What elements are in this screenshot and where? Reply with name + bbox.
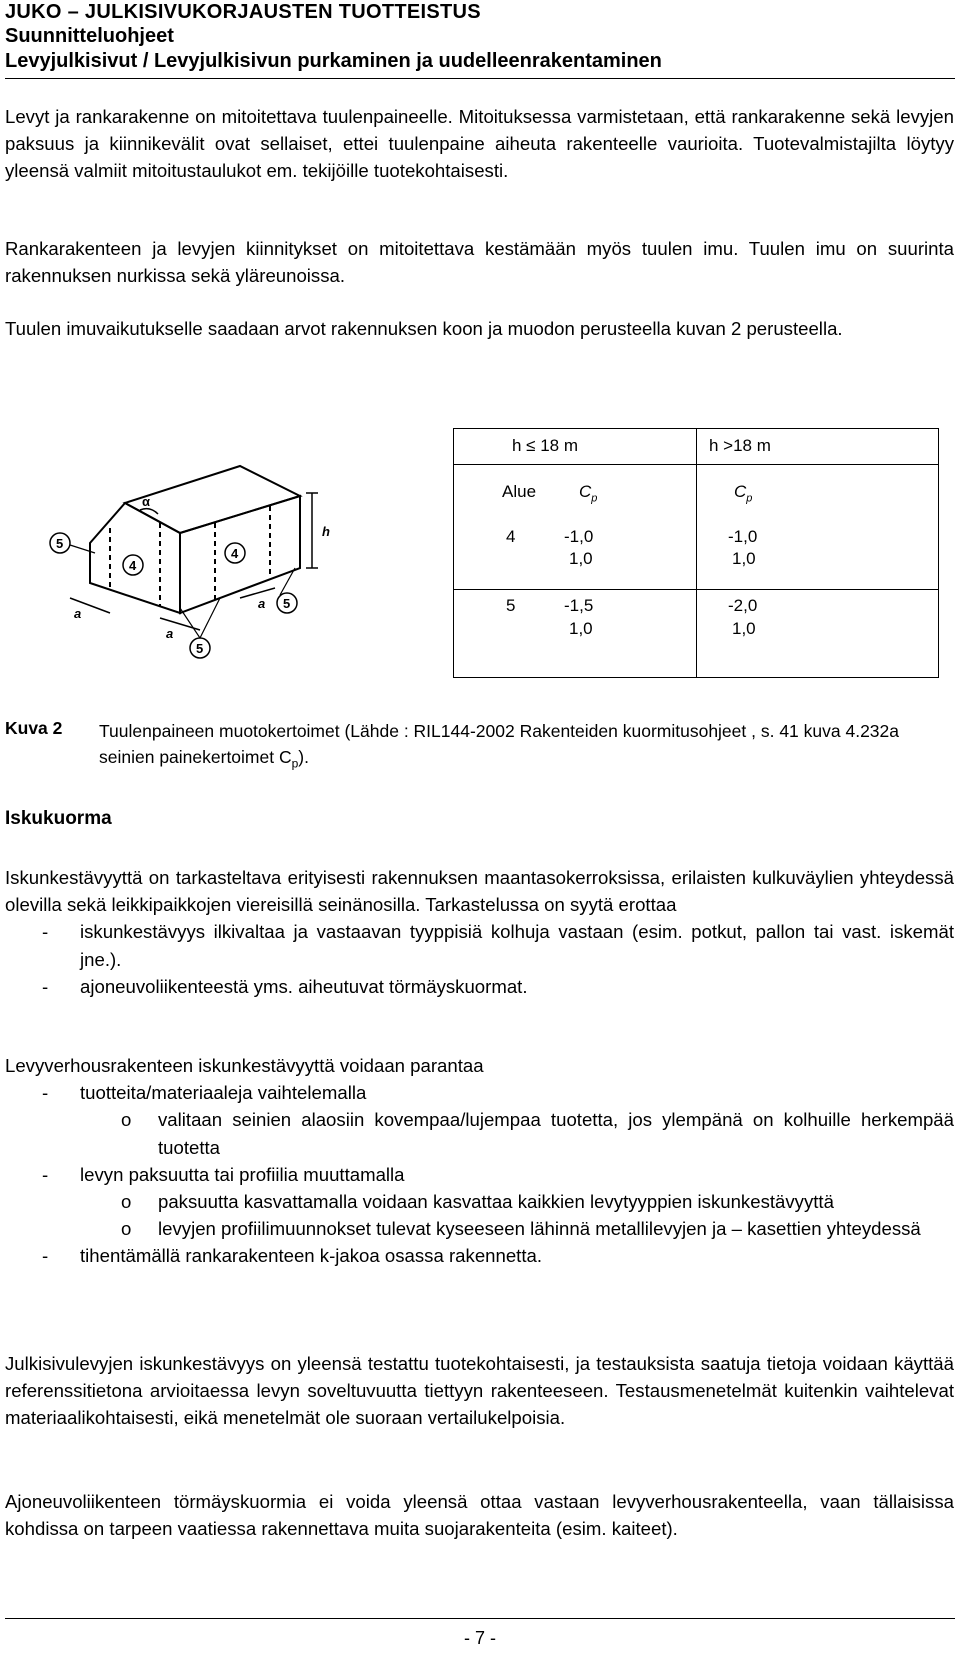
paragraph-figure-reference: Tuulen imuvaikutukselle saadaan arvot rakennuksen koon ja muodon perusteella kuvan 2 perusteella.: [5, 318, 843, 339]
impact-improvement-block: [5, 1052, 954, 1270]
zone-5-low-suction: -1,5: [564, 596, 594, 615]
paragraph-impact-intro: Iskunkestävyyttä on tarkasteltava erityisesti rakennuksen maantasokerroksissa, erilaisten kulkuväylien yhteydessä olevilla sekä leikkipaikkojen viereisillä seinänosilla. Tarkastelussa on syytä erottaa: [5, 867, 954, 916]
zone-5-label: 5: [506, 596, 516, 615]
zone-5-high-pressure: 1,0: [732, 619, 756, 638]
col-header-high: h >18 m: [709, 436, 771, 455]
page-header: [5, 0, 955, 79]
roof-angle-label: α: [142, 494, 150, 509]
paragraph-wind-suction: Rankarakenteen ja levyjen kiinnitykset on mitoitettava kestämään myös tuulen imu. Tuulen imu on suurinta rakennuksen nurkissa sekä yläreunoissa.: [5, 238, 954, 287]
section-heading-iskukuorma: Iskukuorma: [5, 808, 112, 829]
figure-wind-coefficients: [40, 428, 955, 708]
zone5-label-bottom: 5: [196, 641, 204, 656]
zone-4-high-pressure: 1,0: [732, 549, 756, 568]
zone-4-low-suction: -1,0: [564, 527, 594, 546]
paragraph-wind-pressure: Levyt ja rankarakenne on mitoitettava tuulenpaineelle. Mitoituksessa varmistetaan, että rankarakenne sekä levyjen paksuus ja kiinnikevälit ovat sellaiset, ettei tuulenpaine aiheuta rakenteelle vaurioita. Tuotevalmistajilta löytyy yleensä valmiit mitoitustaulukot em. tekijöille tuotekohtaisesti.: [5, 106, 954, 182]
paragraph-vehicle-impact: Ajoneuvoliikenteen törmäyskuormia ei voida yleensä ottaa vastaan levyverhousrakenteella, vaan tällaisissa kohdissa on tarpeen vaatiessa rakennettava muita suojarakenteita (esim. kaiteet).: [5, 1491, 954, 1540]
cp-header-low: $C_p$: [579, 482, 598, 505]
list-item: - tuotteita/materiaaleja vaihtelemalla: [42, 1082, 367, 1104]
building-diagram: [40, 448, 370, 673]
zone5-label-left: 5: [56, 536, 64, 551]
paragraph-improvement-intro: Levyverhousrakenteen iskunkestävyyttä voidaan parantaa: [5, 1055, 484, 1076]
list-item: - tihentämällä rankarakenteen k-jakoa osassa rakennetta.: [42, 1245, 543, 1267]
figure-caption-label: Kuva 2: [5, 718, 63, 738]
sub-list-item: o valitaan seinien alaosiin kovempaa/lujempaa tuotetta, jos ylempänä on kolhuille herkempää tuotetta: [121, 1109, 954, 1158]
zone-4-label: 4: [506, 527, 516, 546]
footer-rule: [5, 1618, 955, 1619]
page-number: - 7 -: [463, 1628, 496, 1648]
header-subtitle: Suunnitteluohjeet: [5, 25, 174, 47]
pressure-coefficient-table: [453, 428, 939, 678]
dim-a-label-2: a: [166, 626, 174, 641]
col-header-low: h ≤ 18 m: [512, 436, 579, 455]
list-item: - levyn paksuutta tai profiilia muuttamalla: [42, 1163, 405, 1185]
header-rule: [5, 78, 955, 79]
paragraph-testing: Julkisivulevyjen iskunkestävyys on yleensä testattu tuotekohtaisesti, ja testauksista saatuja tietoja voidaan käyttää referenssitietona arvioitaessa levyn soveltuvuutta tiettyyn rakenteeseen. Testausmenetelmät kuitenkin vaihtelevat materiaalikohtaisesti, eikä menetelmät ole suoraan vertailukelpoisia.: [5, 1353, 954, 1429]
sub-list-item: o paksuutta kasvattamalla voidaan kasvattaa kaikkien levytyyppien iskunkestävyyttä: [121, 1191, 834, 1213]
zone-5-low-pressure: 1,0: [569, 619, 593, 638]
zone5-label-right: 5: [283, 596, 291, 611]
header-title: JUKO – JULKISIVUKORJAUSTEN TUOTTEISTUS: [5, 1, 481, 23]
height-label: h: [322, 524, 330, 539]
dim-a-label-3: a: [258, 596, 266, 611]
dim-a-label-1: a: [74, 606, 82, 621]
zone4-label-side: 4: [231, 546, 239, 561]
alue-header: Alue: [502, 482, 537, 501]
zone-4-high-suction: -1,0: [728, 527, 758, 546]
list-item: - iskunkestävyys ilkivaltaa ja vastaavan tyyppisiä kolhuja vastaan (esim. potkut, pallon tai vast. iskemät jne.).: [42, 921, 954, 970]
zone-4-low-pressure: 1,0: [569, 549, 593, 568]
list-item: - ajoneuvoliikenteestä yms. aiheutuvat törmäyskuormat.: [42, 975, 528, 997]
cp-header-high: $C_p$: [734, 482, 753, 505]
zone-5-high-suction: -2,0: [728, 596, 758, 615]
sub-list-item: o levyjen profiilimuunnokset tulevat kyseeseen lähinnä metallilevyjen ja – kasettien yhteydessä: [121, 1218, 921, 1240]
zone4-label-gable: 4: [129, 558, 137, 573]
impact-intro-block: [5, 864, 954, 1000]
figure-caption: Tuulenpaineen muotokertoimet (Lähde : RIL144-2002 Rakenteiden kuormitusohjeet , s. 41 kuva 4.232a seinien painekertoimet $C_p$).: [99, 721, 900, 771]
header-section: Levyjulkisivut / Levyjulkisivun purkaminen ja uudelleenrakentaminen: [5, 50, 662, 72]
